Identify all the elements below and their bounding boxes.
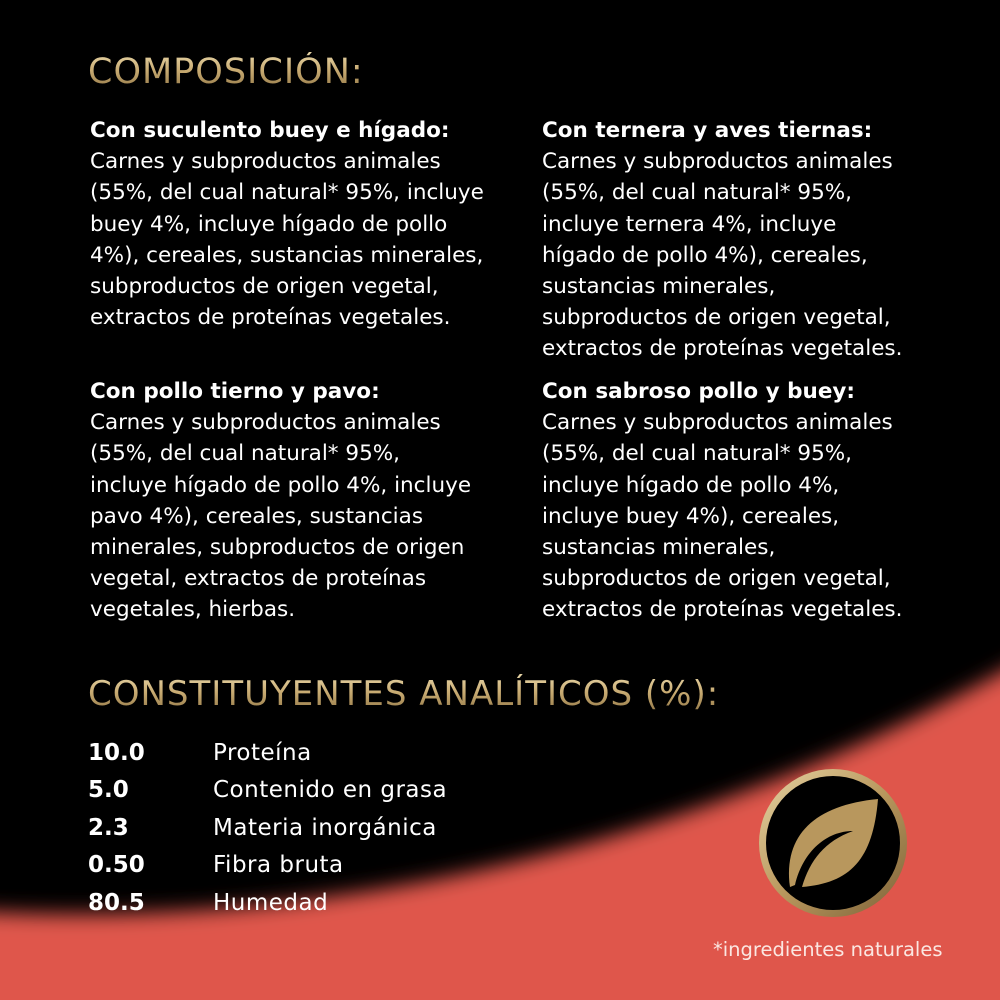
composition-line: incluye ternera 4%, incluye bbox=[542, 211, 837, 237]
analysis-row bbox=[88, 734, 447, 772]
analysis-value: 0.50 bbox=[88, 852, 145, 879]
composition-title: COMPOSICIÓN: bbox=[88, 52, 364, 92]
analysis-row bbox=[88, 884, 447, 922]
composition-line: extractos de proteínas vegetales. bbox=[542, 597, 903, 623]
composition-line: minerales, subproductos de origen bbox=[90, 535, 465, 561]
composition-line: vegetales, hierbas. bbox=[90, 597, 296, 623]
composition-line: Carnes y subproductos animales bbox=[90, 149, 441, 175]
composition-line: extractos de proteínas vegetales. bbox=[90, 305, 451, 331]
analysis-name: Materia inorgánica bbox=[213, 814, 437, 841]
composition-line: Carnes y subproductos animales bbox=[542, 149, 893, 175]
composition-block bbox=[90, 115, 530, 333]
analysis-value: 80.5 bbox=[88, 889, 145, 916]
leaf-icon bbox=[755, 765, 911, 921]
analysis-name: Proteína bbox=[213, 739, 312, 766]
footnote: *ingredientes naturales bbox=[713, 938, 943, 961]
analysis-name: Fibra bruta bbox=[213, 852, 344, 879]
composition-block bbox=[542, 115, 982, 365]
analysis-value: 5.0 bbox=[88, 777, 129, 804]
composition-heading: Con sabroso pollo y buey: bbox=[542, 379, 856, 404]
analysis-value: 2.3 bbox=[88, 814, 129, 841]
composition-line: (55%, del cual natural* 95%, incluye bbox=[90, 180, 484, 206]
analysis-value: 10.0 bbox=[88, 739, 145, 766]
composition-line: buey 4%, incluye hígado de pollo bbox=[90, 211, 448, 237]
composition-heading: Con suculento buey e hígado: bbox=[90, 118, 450, 143]
composition-line: (55%, del cual natural* 95%, bbox=[542, 441, 853, 467]
composition-line: subproductos de origen vegetal, bbox=[542, 305, 891, 331]
analysis-row bbox=[88, 847, 447, 885]
composition-line: (55%, del cual natural* 95%, bbox=[90, 441, 401, 467]
composition-line: hígado de pollo 4%), cereales, bbox=[542, 242, 868, 268]
composition-line: extractos de proteínas vegetales. bbox=[542, 336, 903, 362]
analysis-row bbox=[88, 809, 447, 847]
composition-block bbox=[90, 376, 530, 626]
analysis-name: Humedad bbox=[213, 889, 329, 916]
analysis-name: Contenido en grasa bbox=[213, 777, 448, 804]
composition-heading: Con ternera y aves tiernas: bbox=[542, 118, 873, 143]
composition-line: 4%), cereales, sustancias minerales, bbox=[90, 242, 484, 268]
composition-line: sustancias minerales, bbox=[542, 274, 776, 300]
composition-line: vegetal, extractos de proteínas bbox=[90, 566, 427, 592]
composition-line: subproductos de origen vegetal, bbox=[542, 566, 891, 592]
composition-heading: Con pollo tierno y pavo: bbox=[90, 379, 380, 404]
composition-line: incluye hígado de pollo 4%, bbox=[542, 472, 840, 498]
composition-line: sustancias minerales, bbox=[542, 535, 776, 561]
analysis-row bbox=[88, 772, 447, 810]
composition-line: Carnes y subproductos animales bbox=[90, 410, 441, 436]
composition-line: (55%, del cual natural* 95%, bbox=[542, 180, 853, 206]
composition-line: pavo 4%), cereales, sustancias bbox=[90, 503, 424, 529]
analysis-title: CONSTITUYENTES ANALÍTICOS (%): bbox=[88, 674, 720, 714]
composition-line: incluye hígado de pollo 4%, incluye bbox=[90, 472, 472, 498]
composition-block bbox=[542, 376, 982, 626]
composition-line: subproductos de origen vegetal, bbox=[90, 274, 439, 300]
composition-line: Carnes y subproductos animales bbox=[542, 410, 893, 436]
analysis-table bbox=[88, 734, 447, 922]
composition-line: incluye buey 4%), cereales, bbox=[542, 503, 840, 529]
